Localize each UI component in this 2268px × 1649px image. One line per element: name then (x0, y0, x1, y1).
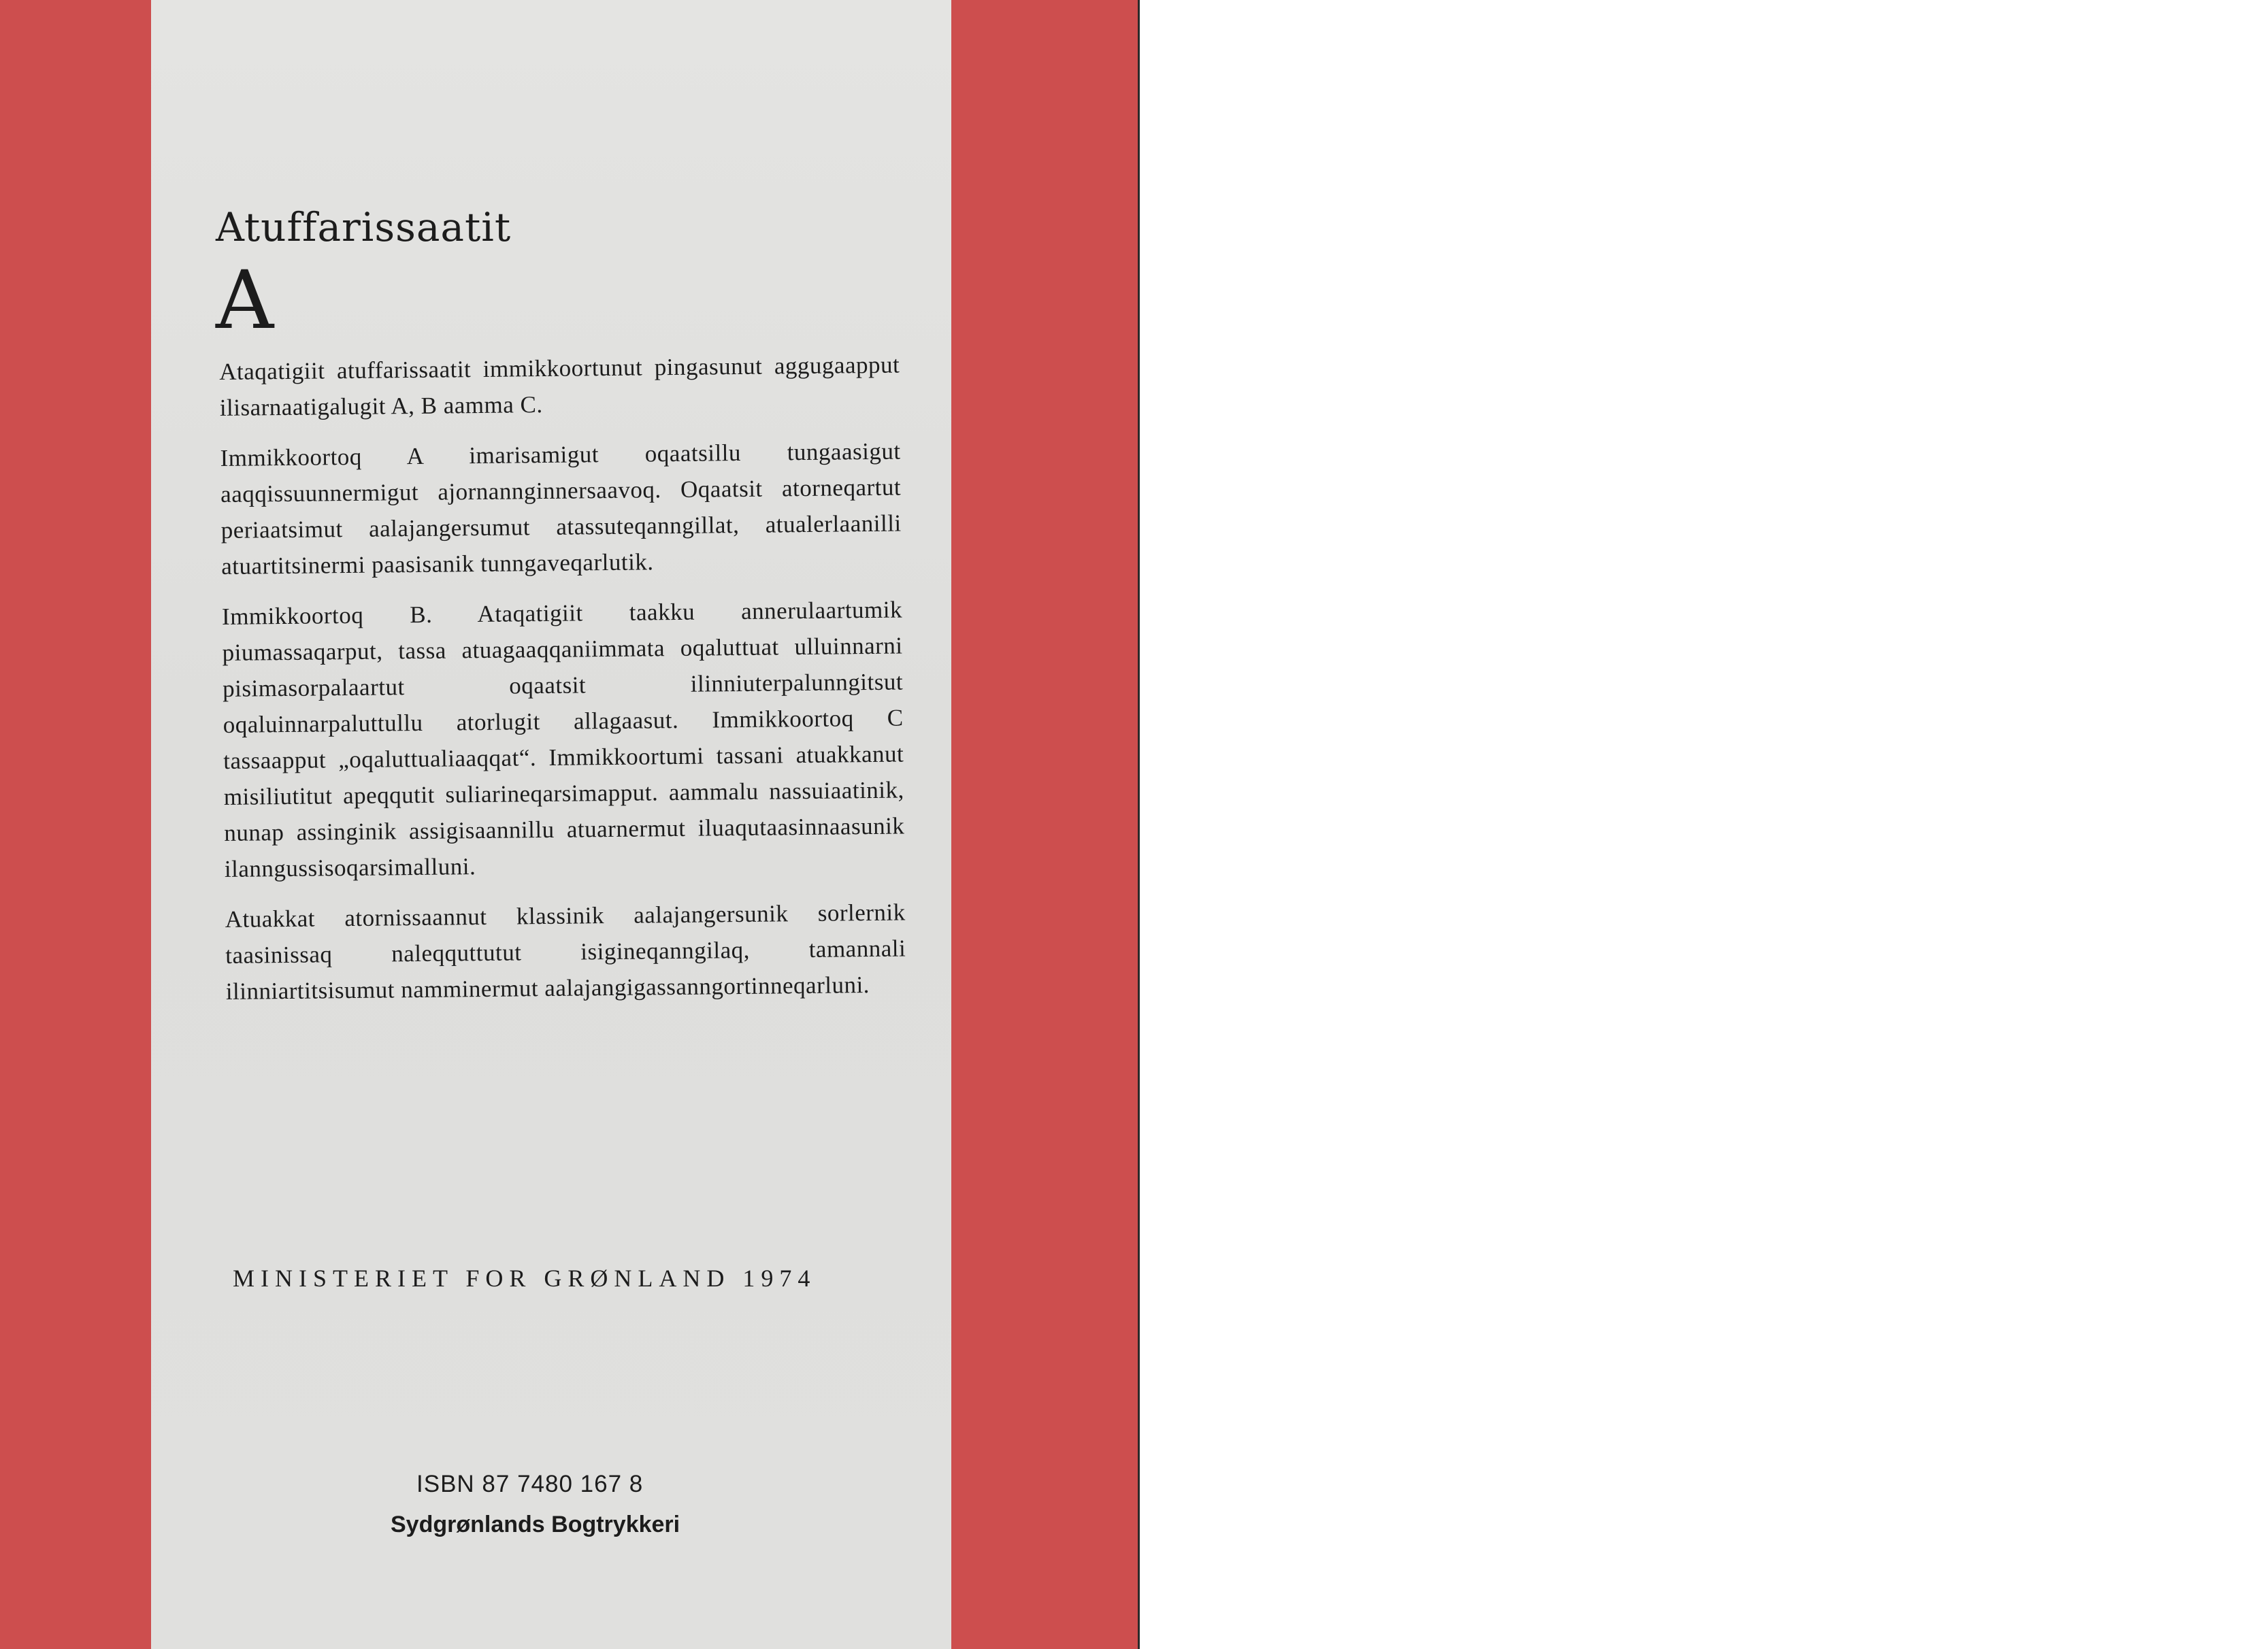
book-back-cover (151, 0, 951, 1649)
volume-letter: A (216, 253, 274, 347)
blank-right-page (1140, 0, 2268, 1649)
description-paragraph: Atuakkat atornissaannut klassinik aalajangersunik sorlernik taasinissaq naleqquttutut isigineqanngilaq, tamannali ilinniartitsisumut namminermut aalajangigassanngortinneqarluni. (225, 899, 906, 1005)
printer-line: Sydgrønlands Bogtrykkeri (391, 1512, 680, 1537)
description-paragraph: Immikkoortoq B. Ataqatigiit taakku annerulaartumik piumassaqarput, tassa atuagaaqqaniimmata oqaluttuat ulluinnarni pisimasorpalaartut oqaatsit ilinniuterpalunngitsut oqaluinnarpaluttullu atorlugit allagaasut. Immikkoortoq C tassaapput „oqaluttualiaaqqat“. Immikkoortumi tassani atuakkanut misiliutitut apeqqutit suliarineqarsimapput. aammalu nassuiaatinik, nunap assinginik assigisaannillu atuarnermut iluaqutaasinnaasunik ilanngussisoqarsimalluni. (221, 596, 905, 882)
publisher-line: MINISTERIET FOR GRØNLAND 1974 (233, 1265, 817, 1292)
description-paragraph: Ataqatigiit atuffarissaatit immikkoortunut pingasunut aggugaapput ilisarnaatigalugit A, B aamma C. (219, 351, 900, 421)
series-title: Atuffarissaatit (216, 204, 512, 250)
cover-description (219, 347, 906, 1024)
isbn-line: ISBN 87 7480 167 8 (416, 1471, 644, 1497)
description-paragraph: Immikkoortoq A imarisamigut oqaatsillu tungaasigut aaqqissuunnermigut ajornannginnersaavoq. Oqaatsit atorneqartut periaatsimut aalajangersumut atassuteqanngillat, atualerlaanilli atuartitsinermi paasisanik tunngaveqarlutik. (220, 437, 902, 580)
